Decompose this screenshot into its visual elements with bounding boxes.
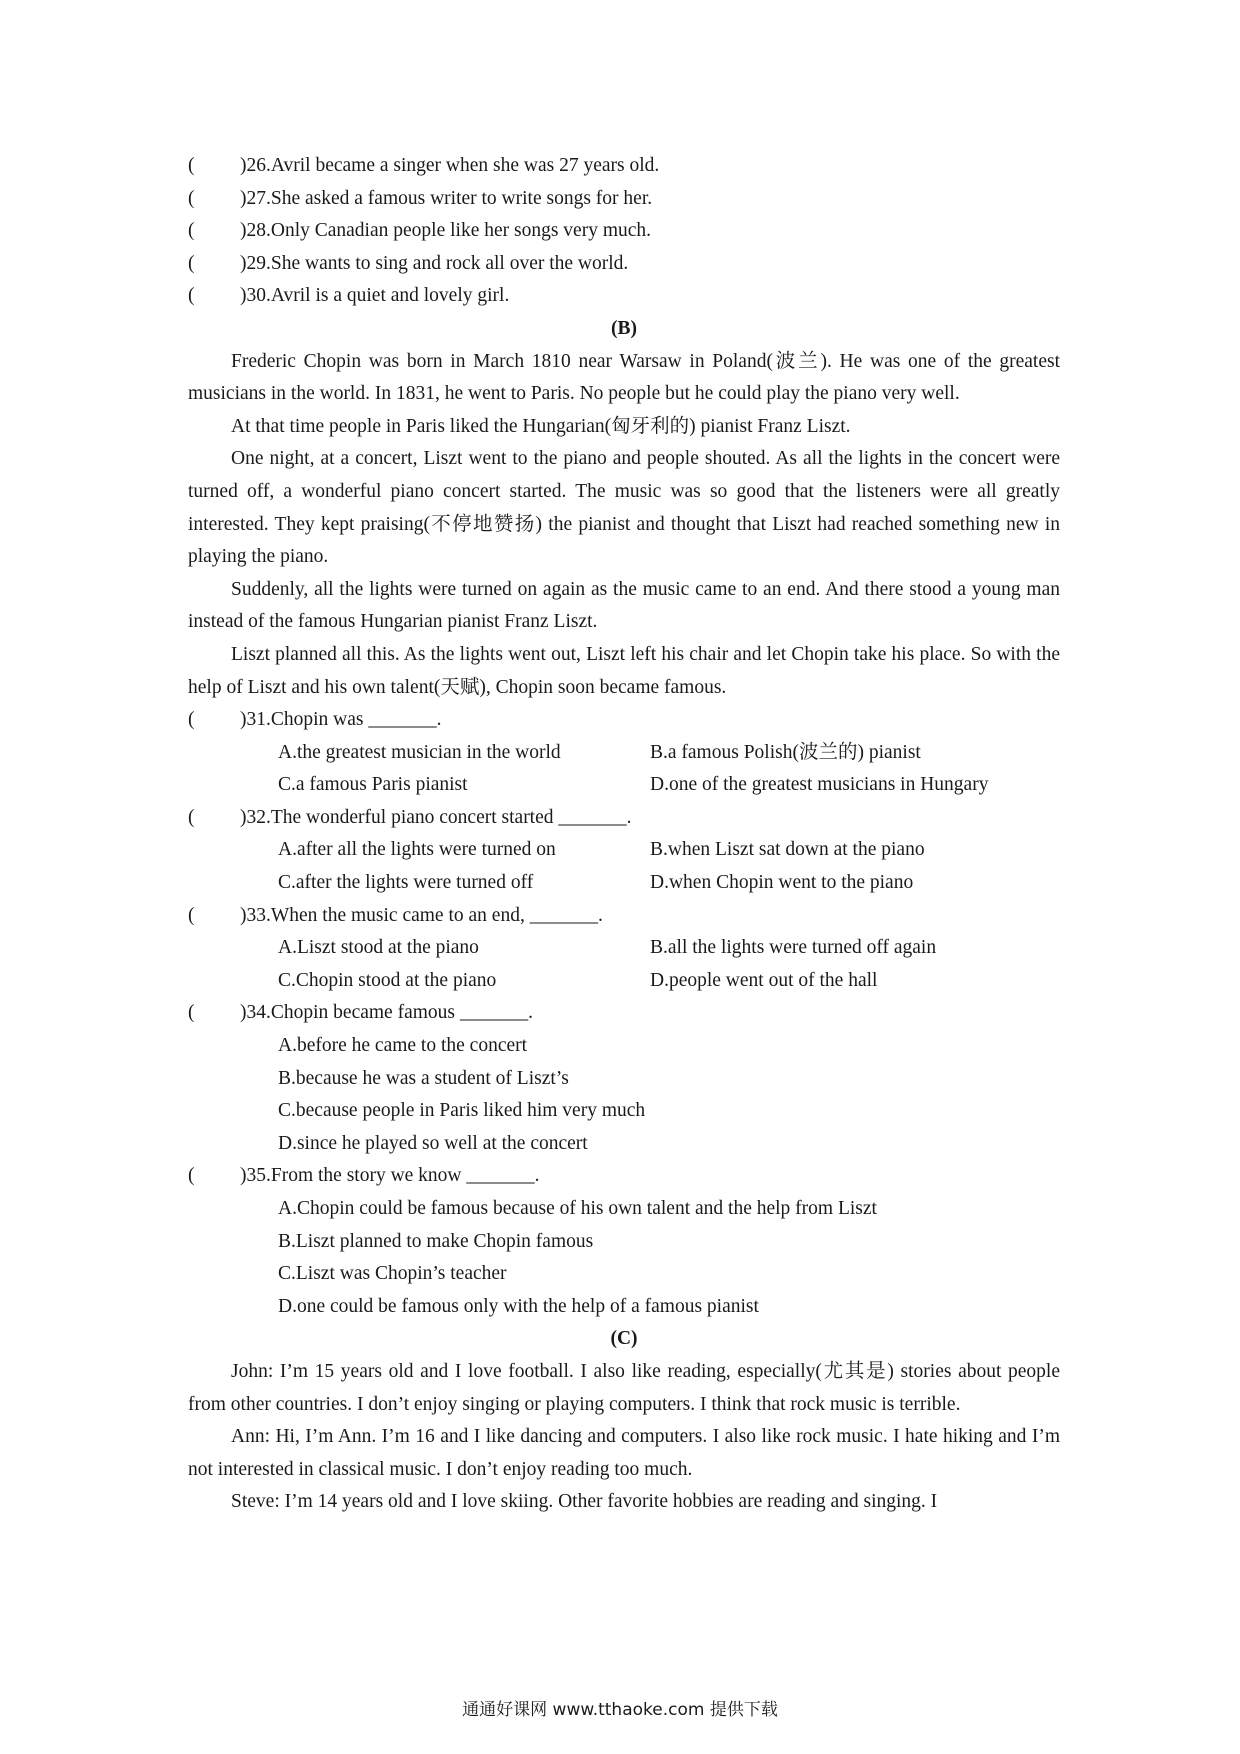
option-row bbox=[188, 965, 1060, 998]
option-d: D.people went out of the hall bbox=[650, 969, 878, 991]
question-stem bbox=[188, 704, 1060, 737]
option-c: C.Liszt was Chopin’s teacher bbox=[278, 1263, 507, 1285]
answer-paren: ( bbox=[188, 1002, 195, 1024]
passage-paragraph: At that time people in Paris liked the Hungarian(匈牙利的) pianist Franz Liszt. bbox=[231, 415, 851, 437]
passage-paragraph: Liszt planned all this. As the lights went out, Liszt left his chair and let Chopin take his place. So with the help of Liszt and his own talent(天赋), Chopin soon became famous. bbox=[188, 643, 1060, 698]
option-row bbox=[188, 1128, 1060, 1161]
passage-paragraph: Frederic Chopin was born in March 1810 near Warsaw in Poland(波兰). He was one of the greatest musicians in the world. In 1831, he went to Paris. No people but he could play the piano very well. bbox=[188, 350, 1060, 405]
passage-paragraph: Steve: I’m 14 years old and I love skiing. Other favorite hobbies are reading and singing. I bbox=[231, 1491, 938, 1513]
section-b-heading: (B) bbox=[611, 317, 637, 339]
section-c-heading: (C) bbox=[610, 1328, 638, 1350]
answer-paren: ( bbox=[188, 285, 195, 307]
answer-paren: ( bbox=[188, 187, 195, 209]
question-text: )31.Chopin was _______. bbox=[240, 709, 442, 731]
question-stem bbox=[188, 900, 1060, 933]
option-b: B.all the lights were turned off again bbox=[650, 937, 937, 959]
option-row bbox=[188, 1193, 1060, 1226]
option-c: C.Chopin stood at the piano bbox=[278, 969, 497, 991]
option-row bbox=[188, 769, 1060, 802]
option-row bbox=[188, 1030, 1060, 1063]
tf-item bbox=[188, 248, 1060, 281]
answer-paren: ( bbox=[188, 1165, 195, 1187]
option-c: C.after the lights were turned off bbox=[278, 872, 534, 894]
answer-paren: ( bbox=[188, 709, 195, 731]
page-footer: 通通好课网 www.tthaoke.com 提供下载 bbox=[462, 1700, 778, 1720]
option-row bbox=[188, 1258, 1060, 1291]
passage-paragraph: One night, at a concert, Liszt went to the piano and people shouted. As all the lights in the concert were turned off, a wonderful piano concert started. The music was so good that the listeners were all greatly interested. They kept praising(不停地赞扬) the pianist and thought that Liszt had reached something new in playing the piano. bbox=[188, 448, 1060, 568]
option-row bbox=[188, 834, 1060, 867]
option-row bbox=[188, 1291, 1060, 1324]
option-row bbox=[188, 932, 1060, 965]
passage-paragraph: Suddenly, all the lights were turned on again as the music came to an end. And there stood a young man instead of the famous Hungarian pianist Franz Liszt. bbox=[188, 578, 1060, 633]
answer-paren: ( bbox=[188, 155, 195, 176]
option-a: A.Liszt stood at the piano bbox=[278, 937, 479, 959]
tf-statement: )30.Avril is a quiet and lovely girl. bbox=[240, 285, 510, 307]
question-text: )35.From the story we know _______. bbox=[240, 1165, 540, 1187]
tf-statement: )29.She wants to sing and rock all over the world. bbox=[240, 252, 629, 274]
tf-statement: )27.She asked a famous writer to write songs for her. bbox=[240, 187, 653, 209]
option-row bbox=[188, 1226, 1060, 1259]
option-b: B.because he was a student of Liszt’s bbox=[278, 1067, 569, 1089]
option-c: C.a famous Paris pianist bbox=[278, 774, 468, 796]
question-text: )34.Chopin became famous _______. bbox=[240, 1002, 533, 1024]
option-row bbox=[188, 1095, 1060, 1128]
option-a: A.the greatest musician in the world bbox=[278, 741, 561, 763]
passage-paragraph: Ann: Hi, I’m Ann. I’m 16 and I like dancing and computers. I also like rock music. I hate hiking and I’m not interested in classical music. I don’t enjoy reading too much. bbox=[188, 1426, 1060, 1480]
question-stem bbox=[188, 997, 1060, 1030]
option-row bbox=[188, 1063, 1060, 1096]
option-row bbox=[188, 867, 1060, 900]
option-d: D.one could be famous only with the help of a famous pianist bbox=[278, 1295, 759, 1317]
question-text: )33.When the music came to an end, _______. bbox=[240, 904, 603, 926]
tf-item bbox=[188, 150, 1060, 183]
tf-item bbox=[188, 183, 1060, 216]
option-c: C.because people in Paris liked him very much bbox=[278, 1100, 646, 1122]
option-a: A.before he came to the concert bbox=[278, 1035, 528, 1057]
answer-paren: ( bbox=[188, 252, 195, 274]
option-a: A.Chopin could be famous because of his own talent and the help from Liszt bbox=[278, 1198, 877, 1219]
option-b: B.when Liszt sat down at the piano bbox=[650, 839, 925, 861]
answer-paren: ( bbox=[188, 220, 195, 242]
answer-paren: ( bbox=[188, 806, 195, 828]
tf-item bbox=[188, 280, 1060, 313]
tf-item bbox=[188, 215, 1060, 248]
option-b: B.Liszt planned to make Chopin famous bbox=[278, 1230, 594, 1252]
option-b: B.a famous Polish(波兰的) pianist bbox=[650, 741, 921, 763]
question-stem bbox=[188, 802, 1060, 835]
option-d: D.since he played so well at the concert bbox=[278, 1132, 588, 1154]
question-text: )32.The wonderful piano concert started _______. bbox=[240, 806, 632, 828]
answer-paren: ( bbox=[188, 904, 195, 926]
tf-statement: )26.Avril became a singer when she was 27 years old. bbox=[240, 155, 660, 176]
tf-statement: )28.Only Canadian people like her songs very much. bbox=[240, 220, 652, 242]
worksheet-page bbox=[188, 150, 1060, 1519]
passage-paragraph: John: I’m 15 years old and I love football. I also like reading, especially(尤其是) stories about people from other countries. I don’t enjoy singing or playing computers. I think that rock music is terrible. bbox=[188, 1360, 1060, 1415]
option-a: A.after all the lights were turned on bbox=[278, 839, 556, 861]
option-d: D.one of the greatest musicians in Hungary bbox=[650, 774, 989, 796]
option-row bbox=[188, 737, 1060, 770]
question-stem bbox=[188, 1160, 1060, 1193]
option-d: D.when Chopin went to the piano bbox=[650, 872, 914, 894]
